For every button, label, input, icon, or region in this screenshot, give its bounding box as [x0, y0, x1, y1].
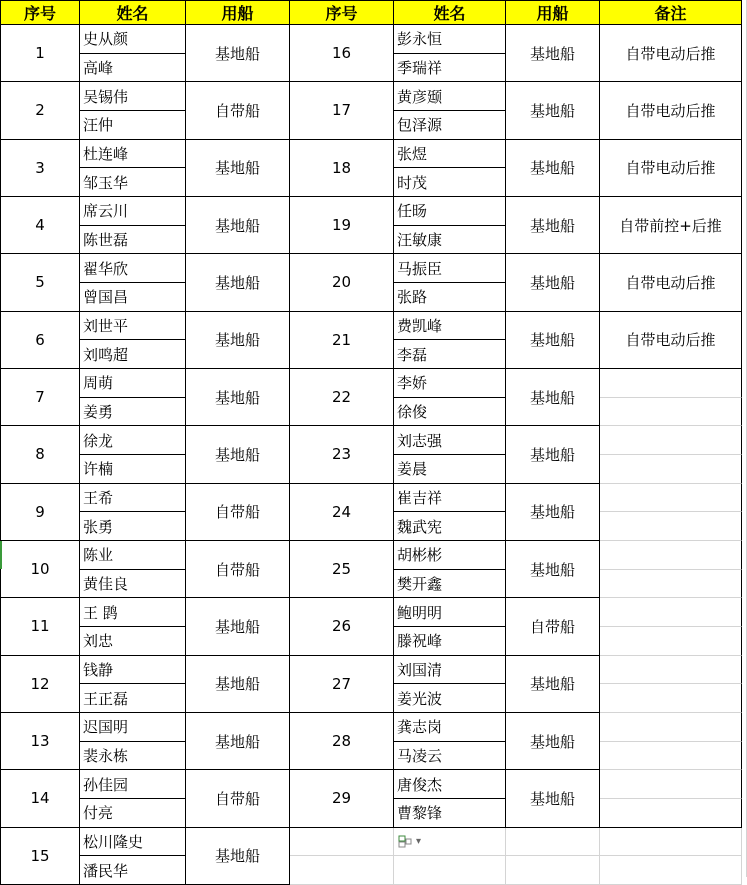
note-cell[interactable]: 自带电动后推: [600, 140, 742, 197]
name-cell[interactable]: 包泽源: [394, 111, 506, 140]
boat-cell[interactable]: 基地船: [506, 197, 600, 254]
note-cell[interactable]: [600, 627, 742, 656]
empty-cell[interactable]: [600, 856, 742, 885]
boat-cell[interactable]: 基地船: [506, 25, 600, 82]
name-cell[interactable]: 潘民华: [80, 856, 186, 885]
name-cell[interactable]: 鲍明明: [394, 598, 506, 627]
name-cell[interactable]: 张路: [394, 283, 506, 312]
name-cell[interactable]: 姜晨: [394, 455, 506, 484]
note-cell[interactable]: 自带电动后推: [600, 25, 742, 82]
name-cell[interactable]: 唐俊杰: [394, 770, 506, 799]
row-number[interactable]: 29: [290, 770, 394, 827]
row-number[interactable]: 15: [0, 828, 80, 885]
row-number[interactable]: 17: [290, 82, 394, 139]
name-cell[interactable]: 姜勇: [80, 398, 186, 427]
name-cell[interactable]: 曹黎锋: [394, 799, 506, 828]
name-cell[interactable]: 周萌: [80, 369, 186, 398]
row-number[interactable]: 22: [290, 369, 394, 426]
boat-cell[interactable]: 基地船: [506, 656, 600, 713]
note-cell[interactable]: 自带电动后推: [600, 254, 742, 311]
row-number[interactable]: 18: [290, 140, 394, 197]
row-number[interactable]: 26: [290, 598, 394, 655]
name-cell[interactable]: 迟国明: [80, 713, 186, 742]
note-cell[interactable]: [600, 656, 742, 685]
name-cell[interactable]: 王 鹍: [80, 598, 186, 627]
header-cell[interactable]: 用船: [506, 0, 600, 25]
boat-cell[interactable]: 自带船: [506, 598, 600, 655]
boat-cell[interactable]: 基地船: [186, 828, 290, 885]
name-cell[interactable]: 李磊: [394, 340, 506, 369]
row-number[interactable]: 11: [0, 598, 80, 655]
boat-cell[interactable]: 基地船: [186, 140, 290, 197]
note-cell[interactable]: [600, 484, 742, 513]
name-cell[interactable]: 魏武宪: [394, 512, 506, 541]
row-number[interactable]: 13: [0, 713, 80, 770]
name-cell[interactable]: 崔吉祥: [394, 484, 506, 513]
boat-cell[interactable]: 基地船: [186, 254, 290, 311]
boat-cell[interactable]: 基地船: [506, 82, 600, 139]
row-number[interactable]: 19: [290, 197, 394, 254]
note-cell[interactable]: [600, 570, 742, 599]
boat-cell[interactable]: 基地船: [506, 770, 600, 827]
name-cell[interactable]: 时茂: [394, 168, 506, 197]
row-number[interactable]: 27: [290, 656, 394, 713]
name-cell[interactable]: 许楠: [80, 455, 186, 484]
name-cell[interactable]: 刘国清: [394, 656, 506, 685]
name-cell[interactable]: 王正磊: [80, 684, 186, 713]
name-cell[interactable]: 滕祝峰: [394, 627, 506, 656]
note-cell[interactable]: [600, 541, 742, 570]
name-cell[interactable]: 刘忠: [80, 627, 186, 656]
row-marker: [0, 541, 2, 569]
empty-cell[interactable]: [506, 828, 600, 857]
name-cell[interactable]: 高峰: [80, 54, 186, 83]
boat-cell[interactable]: 基地船: [506, 312, 600, 369]
row-number[interactable]: 20: [290, 254, 394, 311]
name-cell[interactable]: 陈世磊: [80, 226, 186, 255]
name-cell[interactable]: 汪仲: [80, 111, 186, 140]
name-cell[interactable]: 王希: [80, 484, 186, 513]
name-cell[interactable]: 吴锡伟: [80, 82, 186, 111]
row-number[interactable]: 8: [0, 426, 80, 483]
empty-cell[interactable]: [290, 828, 394, 857]
note-cell[interactable]: [600, 799, 742, 828]
header-cell[interactable]: 备注: [600, 0, 742, 25]
name-cell[interactable]: 费凯峰: [394, 312, 506, 341]
boat-cell[interactable]: 基地船: [506, 541, 600, 598]
name-cell[interactable]: 席云川: [80, 197, 186, 226]
name-cell[interactable]: 史从颜: [80, 25, 186, 54]
name-cell[interactable]: 松川隆史: [80, 828, 186, 857]
name-cell[interactable]: 徐龙: [80, 426, 186, 455]
note-cell[interactable]: [600, 770, 742, 799]
empty-cell[interactable]: [506, 856, 600, 885]
name-cell[interactable]: 陈业: [80, 541, 186, 570]
name-cell[interactable]: 季瑞祥: [394, 54, 506, 83]
name-cell[interactable]: 付亮: [80, 799, 186, 828]
name-cell[interactable]: 姜光波: [394, 684, 506, 713]
row-number[interactable]: 14: [0, 770, 80, 827]
row-number[interactable]: 28: [290, 713, 394, 770]
name-cell[interactable]: 杜连峰: [80, 140, 186, 169]
boat-cell[interactable]: 基地船: [186, 25, 290, 82]
name-cell[interactable]: 邹玉华: [80, 168, 186, 197]
boat-cell[interactable]: 自带船: [186, 541, 290, 598]
boat-cell[interactable]: 基地船: [186, 312, 290, 369]
note-cell[interactable]: [600, 455, 742, 484]
empty-cell[interactable]: [600, 828, 742, 857]
note-cell[interactable]: [600, 598, 742, 627]
note-cell[interactable]: 自带前控+后推: [600, 197, 742, 254]
note-cell[interactable]: [600, 713, 742, 742]
note-cell[interactable]: [600, 369, 742, 398]
row-number[interactable]: 2: [0, 82, 80, 139]
boat-cell[interactable]: 自带船: [186, 484, 290, 541]
name-cell[interactable]: 龚志岗: [394, 713, 506, 742]
header-cell[interactable]: 用船: [186, 0, 290, 25]
boat-cell[interactable]: 基地船: [506, 254, 600, 311]
name-cell[interactable]: 孙佳园: [80, 770, 186, 799]
boat-cell[interactable]: 基地船: [506, 713, 600, 770]
name-cell[interactable]: 李娇: [394, 369, 506, 398]
note-cell[interactable]: 自带电动后推: [600, 312, 742, 369]
name-cell[interactable]: 樊开鑫: [394, 570, 506, 599]
name-cell[interactable]: 刘鸣超: [80, 340, 186, 369]
empty-cell[interactable]: [394, 856, 506, 885]
name-cell[interactable]: 任旸: [394, 197, 506, 226]
row-number[interactable]: 7: [0, 369, 80, 426]
boat-cell[interactable]: 自带船: [186, 82, 290, 139]
boat-cell[interactable]: 基地船: [186, 598, 290, 655]
row-number[interactable]: 5: [0, 254, 80, 311]
row-number[interactable]: 25: [290, 541, 394, 598]
row-number[interactable]: 12: [0, 656, 80, 713]
name-cell[interactable]: 钱静: [80, 656, 186, 685]
row-number[interactable]: 21: [290, 312, 394, 369]
header-cell[interactable]: 序号: [0, 0, 80, 25]
note-cell[interactable]: [600, 426, 742, 455]
name-cell[interactable]: 翟华欣: [80, 254, 186, 283]
name-cell[interactable]: 徐俊: [394, 398, 506, 427]
note-cell[interactable]: 自带电动后推: [600, 82, 742, 139]
row-number[interactable]: 6: [0, 312, 80, 369]
row-number[interactable]: 10: [0, 541, 80, 598]
row-number[interactable]: 3: [0, 140, 80, 197]
name-cell[interactable]: 马振臣: [394, 254, 506, 283]
boat-cell[interactable]: 自带船: [186, 770, 290, 827]
boat-cell[interactable]: 基地船: [506, 140, 600, 197]
note-cell[interactable]: [600, 398, 742, 427]
row-number[interactable]: 24: [290, 484, 394, 541]
name-cell[interactable]: 刘世平: [80, 312, 186, 341]
row-number[interactable]: 9: [0, 484, 80, 541]
header-cell[interactable]: 姓名: [394, 0, 506, 25]
boat-cell[interactable]: 基地船: [186, 713, 290, 770]
paste-options-icon[interactable]: [398, 833, 428, 849]
chevron-down-icon[interactable]: ▾: [416, 835, 422, 847]
boat-cell[interactable]: 基地船: [186, 369, 290, 426]
row-number[interactable]: 16: [290, 25, 394, 82]
boat-cell[interactable]: 基地船: [506, 484, 600, 541]
header-cell[interactable]: 姓名: [80, 0, 186, 25]
row-number[interactable]: 23: [290, 426, 394, 483]
row-number[interactable]: 1: [0, 25, 80, 82]
empty-cell[interactable]: [290, 856, 394, 885]
row-number[interactable]: 4: [0, 197, 80, 254]
name-cell[interactable]: 刘志强: [394, 426, 506, 455]
boat-cell[interactable]: 基地船: [506, 426, 600, 483]
name-cell[interactable]: 黄彦颋: [394, 82, 506, 111]
name-cell[interactable]: 汪敏康: [394, 226, 506, 255]
note-cell[interactable]: [600, 742, 742, 771]
note-cell[interactable]: [600, 512, 742, 541]
name-cell[interactable]: 胡彬彬: [394, 541, 506, 570]
boat-cell[interactable]: 基地船: [506, 369, 600, 426]
name-cell[interactable]: 马凌云: [394, 742, 506, 771]
name-cell[interactable]: 曾国昌: [80, 283, 186, 312]
name-cell[interactable]: 张勇: [80, 512, 186, 541]
boat-cell[interactable]: 基地船: [186, 656, 290, 713]
boat-cell[interactable]: 基地船: [186, 426, 290, 483]
name-cell[interactable]: 裴永栋: [80, 742, 186, 771]
boat-cell[interactable]: 基地船: [186, 197, 290, 254]
name-cell[interactable]: 张煜: [394, 140, 506, 169]
note-cell[interactable]: [600, 684, 742, 713]
header-cell[interactable]: 序号: [290, 0, 394, 25]
name-cell[interactable]: 彭永恒: [394, 25, 506, 54]
name-cell[interactable]: 黄佳良: [80, 570, 186, 599]
